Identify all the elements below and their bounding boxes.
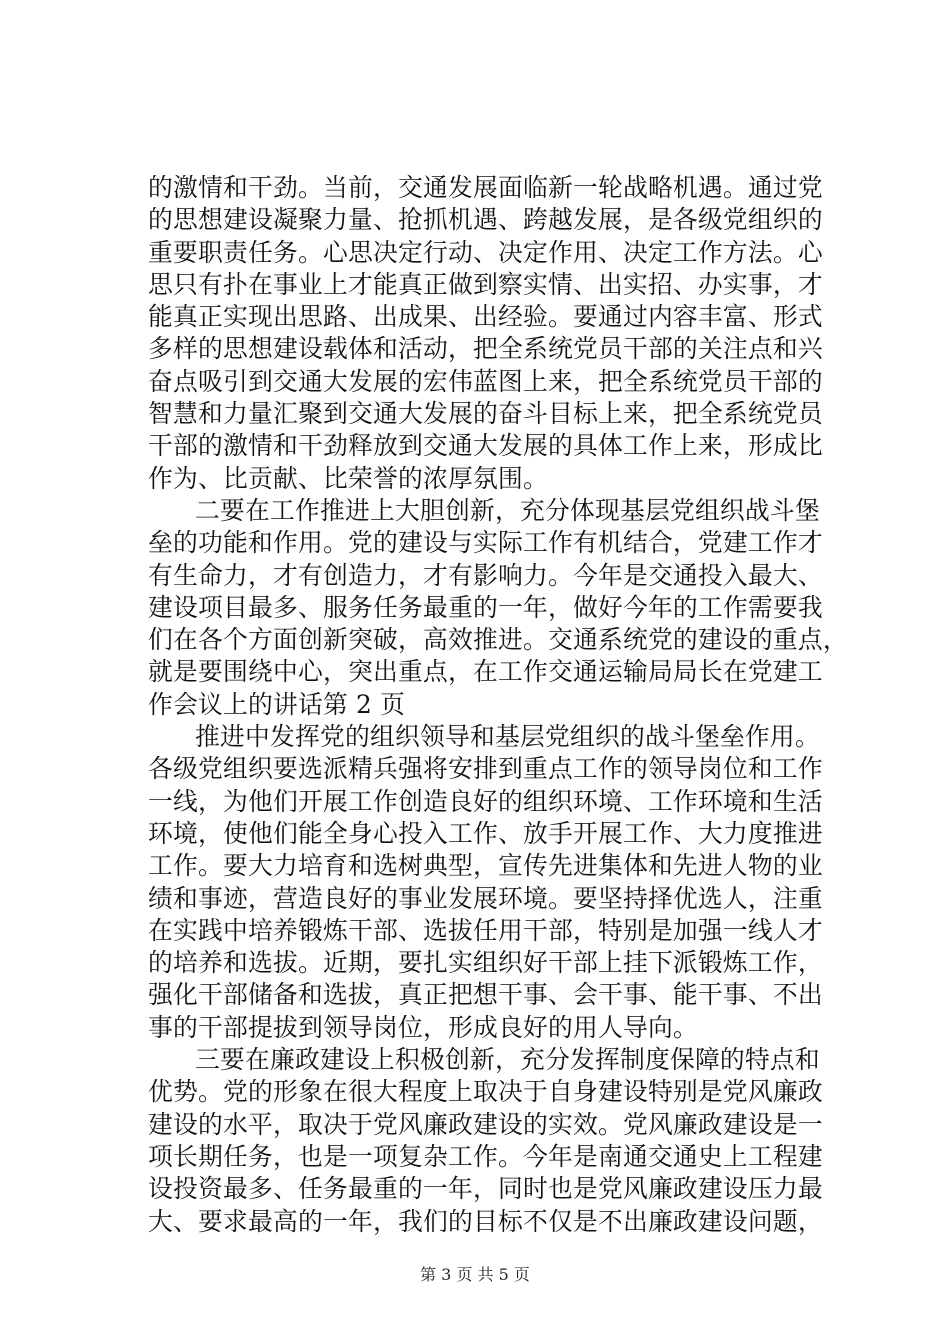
- text-line: 重要职责任务。心思决定行动、决定作用、决定工作方法。心: [148, 237, 823, 267]
- text-line: 的思想建设凝聚力量、抢抓机遇、跨越发展，是各级党组织的: [148, 205, 823, 235]
- text-line: 作会议上的讲话第 2 页: [148, 689, 406, 719]
- text-line: 垒的功能和作用。党的建设与实际工作有机结合，党建工作才: [148, 528, 823, 558]
- text-line: 有生命力，才有创造力，才有影响力。今年是交通投入最大、: [148, 560, 823, 590]
- text-line: 能真正实现出思路、出成果、出经验。要通过内容丰富、形式: [148, 302, 823, 332]
- text-line: 在实践中培养锻炼干部、选拔任用干部，特别是加强一线人才: [148, 915, 823, 945]
- text-line: 设投资最多、任务最重的一年，同时也是党风廉政建设压力最: [148, 1174, 823, 1204]
- text-line: 就是要围绕中心，突出重点，在工作交通运输局局长在党建工: [148, 657, 823, 687]
- text-line: 工作。要大力培育和选树典型，宣传先进集体和先进人物的业: [148, 851, 823, 881]
- text-line: 多样的思想建设载体和活动，把全系统党员干部的关注点和兴: [148, 334, 823, 364]
- page-footer: 第 3 页 共 5 页: [420, 1265, 530, 1284]
- text-line: 强化干部储备和选拔，真正把想干事、会干事、能干事、不出: [148, 980, 823, 1010]
- text-line: 项长期任务，也是一项复杂工作。今年是南通交通史上工程建: [148, 1141, 823, 1171]
- text-line: 作为、比贡献、比荣誉的浓厚氛围。: [148, 463, 548, 493]
- text-line: 各级党组织要选派精兵强将安排到重点工作的领导岗位和工作: [148, 754, 823, 784]
- text-line: 事的干部提拔到领导岗位，形成良好的用人导向。: [148, 1012, 698, 1042]
- text-line: 大、要求最高的一年，我们的目标不仅是不出廉政建设问题，: [148, 1206, 823, 1236]
- text-line: 奋点吸引到交通大发展的宏伟蓝图上来，把全系统党员干部的: [148, 366, 823, 396]
- text-line: 建设项目最多、服务任务最重的一年，做好今年的工作需要我: [148, 592, 823, 622]
- text-line: 环境，使他们能全身心投入工作、放手开展工作、大力度推进: [148, 818, 823, 848]
- text-line: 绩和事迹，营造良好的事业发展环境。要坚持择优选人，注重: [148, 883, 823, 913]
- text-line: 干部的激情和干劲释放到交通大发展的具体工作上来，形成比: [148, 431, 823, 461]
- body-text: [148, 172, 848, 1238]
- text-line: 智慧和力量汇聚到交通大发展的奋斗目标上来，把全系统党员: [148, 399, 823, 429]
- text-line: 优势。党的形象在很大程度上取决于自身建设特别是党风廉政: [148, 1077, 823, 1107]
- text-line: 一线，为他们开展工作创造良好的组织环境、工作环境和生活: [148, 786, 823, 816]
- text-line: 们在各个方面创新突破，高效推进。交通系统党的建设的重点，: [148, 625, 848, 655]
- text-line: 推进中发挥党的组织领导和基层党组织的战斗堡垒作用。: [195, 722, 820, 752]
- text-line: 思只有扑在事业上才能真正做到察实情、出实招、办实事，才: [148, 269, 823, 299]
- text-line: 的激情和干劲。当前，交通发展面临新一轮战略机遇。通过党: [148, 173, 823, 202]
- text-line: 的培养和选拔。近期，要扎实组织好干部上挂下派锻炼工作，: [148, 948, 823, 978]
- text-line: 三要在廉政建设上积极创新，充分发挥制度保障的特点和: [195, 1045, 820, 1075]
- text-line: 二要在工作推进上大胆创新，充分体现基层党组织战斗堡: [195, 495, 820, 525]
- text-line: 建设的水平，取决于党风廉政建设的实效。党风廉政建设是一: [148, 1109, 823, 1139]
